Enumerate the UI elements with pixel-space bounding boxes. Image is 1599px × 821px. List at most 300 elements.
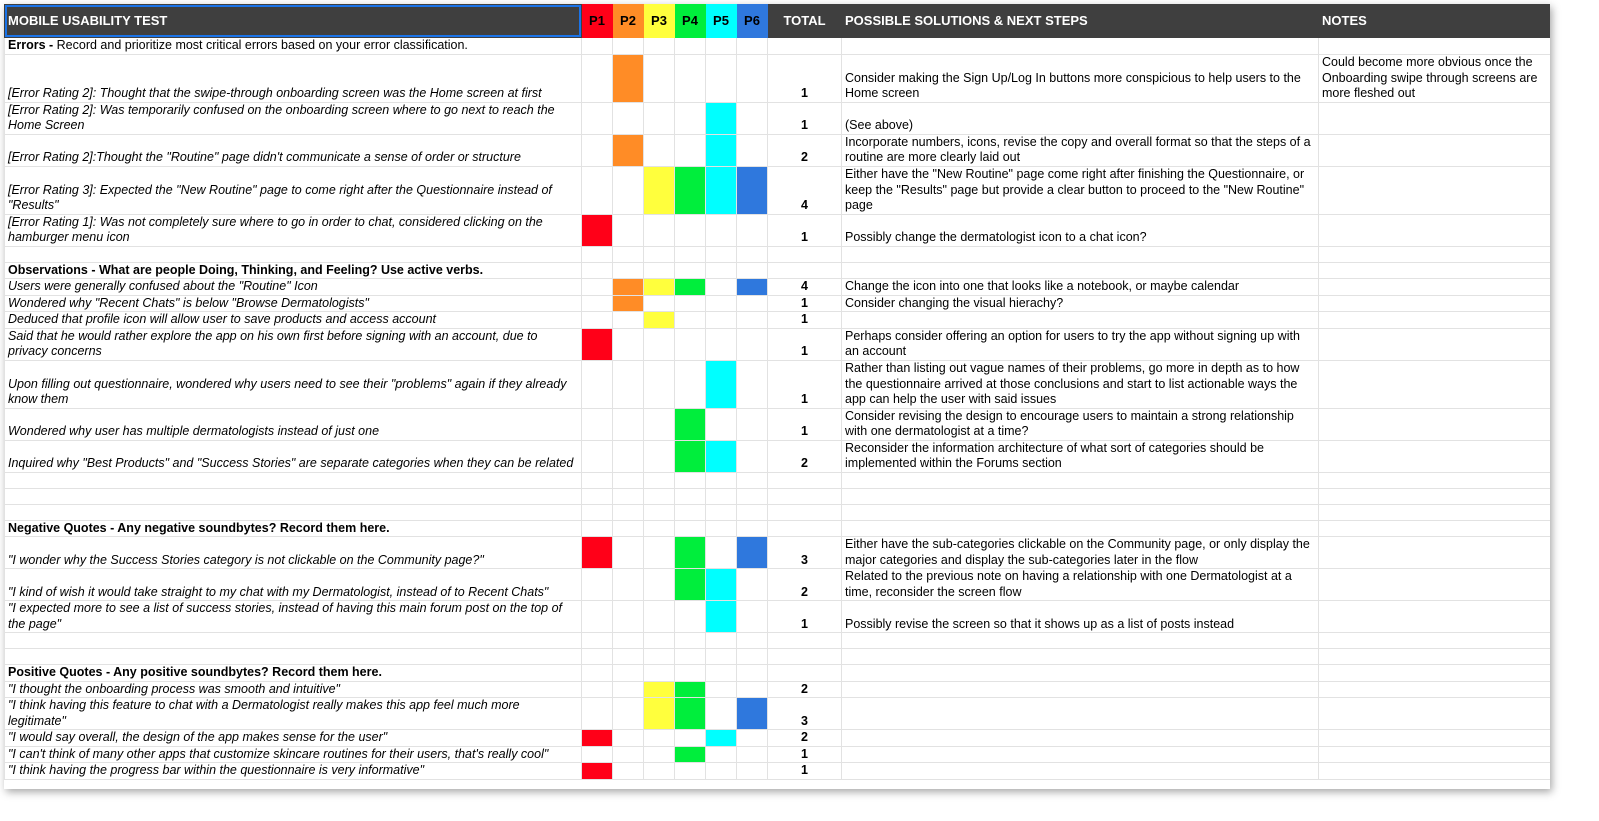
participant-cell-p2[interactable] xyxy=(613,54,644,102)
participant-cell-p6[interactable] xyxy=(737,102,768,134)
participant-cell-p2[interactable] xyxy=(613,633,644,649)
participant-cell-p5[interactable] xyxy=(706,537,737,569)
solution-cell[interactable]: Possibly change the dermatologist icon to a chat icon? xyxy=(842,214,1319,246)
participant-cell-p1[interactable] xyxy=(582,262,613,279)
note-cell[interactable] xyxy=(1319,328,1551,360)
participant-cell-p6[interactable] xyxy=(737,746,768,763)
header-total[interactable]: TOTAL xyxy=(768,5,842,38)
empty-cell[interactable] xyxy=(5,246,582,262)
participant-cell-p6[interactable] xyxy=(737,763,768,780)
total-cell[interactable]: 2 xyxy=(768,569,842,601)
participant-cell-p1[interactable] xyxy=(582,54,613,102)
note-cell[interactable] xyxy=(1319,665,1551,682)
participant-cell-p5[interactable] xyxy=(706,763,737,780)
solution-cell[interactable] xyxy=(842,262,1319,279)
participant-cell-p4[interactable] xyxy=(675,214,706,246)
note-cell[interactable] xyxy=(1319,360,1551,408)
solution-cell[interactable]: Incorporate numbers, icons, revise the copy and overall format so that the steps of a routine are more clearly laid out xyxy=(842,134,1319,166)
participant-cell-p1[interactable] xyxy=(582,440,613,472)
observation-cell[interactable]: Deduced that profile icon will allow user to save products and access account xyxy=(5,312,582,329)
participant-cell-p1[interactable] xyxy=(582,134,613,166)
total-cell[interactable]: 4 xyxy=(768,279,842,296)
solution-cell[interactable]: Consider revising the design to encourage users to maintain a strong relationship with one dermatologist at a time? xyxy=(842,408,1319,440)
observation-cell[interactable]: "I would say overall, the design of the app makes sense for the user" xyxy=(5,730,582,747)
solution-cell[interactable]: Related to the previous note on having a relationship with one Dermatologist at a time, reconsider the screen flow xyxy=(842,569,1319,601)
note-cell[interactable] xyxy=(1319,649,1551,665)
header-p6[interactable]: P6 xyxy=(737,5,768,38)
participant-cell-p6[interactable] xyxy=(737,537,768,569)
participant-cell-p4[interactable] xyxy=(675,569,706,601)
participant-cell-p1[interactable] xyxy=(582,763,613,780)
note-cell[interactable]: Could become more obvious once the Onboarding swipe through screens are more fleshed out xyxy=(1319,54,1551,102)
empty-cell[interactable] xyxy=(5,488,582,504)
total-cell[interactable] xyxy=(768,520,842,537)
note-cell[interactable] xyxy=(1319,730,1551,747)
participant-cell-p4[interactable] xyxy=(675,472,706,488)
participant-cell-p1[interactable] xyxy=(582,246,613,262)
total-cell[interactable]: 4 xyxy=(768,166,842,214)
participant-cell-p6[interactable] xyxy=(737,569,768,601)
participant-cell-p4[interactable] xyxy=(675,504,706,520)
participant-cell-p3[interactable] xyxy=(644,537,675,569)
solution-cell[interactable] xyxy=(842,472,1319,488)
participant-cell-p5[interactable] xyxy=(706,246,737,262)
note-cell[interactable] xyxy=(1319,488,1551,504)
note-cell[interactable] xyxy=(1319,569,1551,601)
participant-cell-p6[interactable] xyxy=(737,360,768,408)
participant-cell-p3[interactable] xyxy=(644,763,675,780)
solution-cell[interactable]: Rather than listing out vague names of their problems, go more in depth as to how the questionnaire arrived at those conclusions and start to list actionable ways the app can help the user with said issues xyxy=(842,360,1319,408)
header-p1[interactable]: P1 xyxy=(582,5,613,38)
participant-cell-p2[interactable] xyxy=(613,649,644,665)
observation-cell[interactable]: "I expected more to see a list of success stories, instead of having this main forum post on the top of the page" xyxy=(5,601,582,633)
header-title[interactable]: MOBILE USABILITY TEST xyxy=(5,5,582,38)
participant-cell-p5[interactable] xyxy=(706,681,737,698)
participant-cell-p4[interactable] xyxy=(675,279,706,296)
total-cell[interactable]: 3 xyxy=(768,537,842,569)
total-cell[interactable] xyxy=(768,38,842,55)
section-heading[interactable] xyxy=(5,262,582,279)
participant-cell-p2[interactable] xyxy=(613,214,644,246)
participant-cell-p4[interactable] xyxy=(675,408,706,440)
participant-cell-p3[interactable] xyxy=(644,520,675,537)
participant-cell-p5[interactable] xyxy=(706,214,737,246)
participant-cell-p4[interactable] xyxy=(675,681,706,698)
observation-cell[interactable]: [Error Rating 2]: Was temporarily confused on the onboarding screen where to go next to reach the Home Screen xyxy=(5,102,582,134)
participant-cell-p1[interactable] xyxy=(582,665,613,682)
participant-cell-p1[interactable] xyxy=(582,537,613,569)
participant-cell-p3[interactable] xyxy=(644,665,675,682)
participant-cell-p1[interactable] xyxy=(582,360,613,408)
participant-cell-p4[interactable] xyxy=(675,295,706,312)
note-cell[interactable] xyxy=(1319,681,1551,698)
participant-cell-p1[interactable] xyxy=(582,102,613,134)
empty-cell[interactable] xyxy=(5,472,582,488)
participant-cell-p4[interactable] xyxy=(675,746,706,763)
note-cell[interactable] xyxy=(1319,408,1551,440)
participant-cell-p4[interactable] xyxy=(675,601,706,633)
participant-cell-p1[interactable] xyxy=(582,681,613,698)
participant-cell-p1[interactable] xyxy=(582,328,613,360)
participant-cell-p4[interactable] xyxy=(675,520,706,537)
participant-cell-p6[interactable] xyxy=(737,633,768,649)
total-cell[interactable]: 1 xyxy=(768,746,842,763)
note-cell[interactable] xyxy=(1319,746,1551,763)
observation-cell[interactable]: "I wonder why the Success Stories category is not clickable on the Community page?" xyxy=(5,537,582,569)
section-heading[interactable] xyxy=(5,38,582,55)
participant-cell-p6[interactable] xyxy=(737,649,768,665)
participant-cell-p4[interactable] xyxy=(675,54,706,102)
participant-cell-p5[interactable] xyxy=(706,569,737,601)
participant-cell-p6[interactable] xyxy=(737,262,768,279)
participant-cell-p4[interactable] xyxy=(675,102,706,134)
note-cell[interactable] xyxy=(1319,38,1551,55)
participant-cell-p3[interactable] xyxy=(644,246,675,262)
participant-cell-p1[interactable] xyxy=(582,569,613,601)
participant-cell-p6[interactable] xyxy=(737,38,768,55)
solution-cell[interactable]: Consider changing the visual hierachy? xyxy=(842,295,1319,312)
participant-cell-p5[interactable] xyxy=(706,649,737,665)
header-p3[interactable]: P3 xyxy=(644,5,675,38)
participant-cell-p2[interactable] xyxy=(613,38,644,55)
participant-cell-p2[interactable] xyxy=(613,440,644,472)
total-cell[interactable]: 1 xyxy=(768,102,842,134)
solution-cell[interactable] xyxy=(842,698,1319,730)
solution-cell[interactable]: Possibly revise the screen so that it shows up as a list of posts instead xyxy=(842,601,1319,633)
note-cell[interactable] xyxy=(1319,504,1551,520)
participant-cell-p5[interactable] xyxy=(706,408,737,440)
participant-cell-p2[interactable] xyxy=(613,504,644,520)
participant-cell-p4[interactable] xyxy=(675,649,706,665)
participant-cell-p6[interactable] xyxy=(737,295,768,312)
empty-cell[interactable] xyxy=(5,649,582,665)
participant-cell-p3[interactable] xyxy=(644,38,675,55)
participant-cell-p4[interactable] xyxy=(675,665,706,682)
participant-cell-p3[interactable] xyxy=(644,698,675,730)
total-cell[interactable] xyxy=(768,649,842,665)
participant-cell-p3[interactable] xyxy=(644,408,675,440)
participant-cell-p4[interactable] xyxy=(675,698,706,730)
note-cell[interactable] xyxy=(1319,279,1551,296)
participant-cell-p3[interactable] xyxy=(644,279,675,296)
observation-cell[interactable]: "I thought the onboarding process was smooth and intuitive" xyxy=(5,681,582,698)
participant-cell-p3[interactable] xyxy=(644,649,675,665)
participant-cell-p2[interactable] xyxy=(613,295,644,312)
total-cell[interactable]: 2 xyxy=(768,730,842,747)
participant-cell-p2[interactable] xyxy=(613,312,644,329)
participant-cell-p4[interactable] xyxy=(675,488,706,504)
participant-cell-p6[interactable] xyxy=(737,54,768,102)
observation-cell[interactable]: Inquired why "Best Products" and "Success Stories" are separate categories when they can be related xyxy=(5,440,582,472)
participant-cell-p1[interactable] xyxy=(582,279,613,296)
observation-cell[interactable]: Upon filling out questionnaire, wondered why users need to see their "problems" again if they already know them xyxy=(5,360,582,408)
participant-cell-p4[interactable] xyxy=(675,633,706,649)
total-cell[interactable]: 1 xyxy=(768,601,842,633)
note-cell[interactable] xyxy=(1319,134,1551,166)
observation-cell[interactable]: Said that he would rather explore the app on his own first before signing with an account, due to privacy concerns xyxy=(5,328,582,360)
observation-cell[interactable]: "I kind of wish it would take straight to my chat with my Dermatologist, instead of to Recent Chats" xyxy=(5,569,582,601)
participant-cell-p5[interactable] xyxy=(706,295,737,312)
note-cell[interactable] xyxy=(1319,472,1551,488)
total-cell[interactable] xyxy=(768,472,842,488)
participant-cell-p2[interactable] xyxy=(613,665,644,682)
participant-cell-p3[interactable] xyxy=(644,328,675,360)
participant-cell-p3[interactable] xyxy=(644,633,675,649)
observation-cell[interactable]: Users were generally confused about the "Routine" Icon xyxy=(5,279,582,296)
note-cell[interactable] xyxy=(1319,698,1551,730)
empty-cell[interactable] xyxy=(5,504,582,520)
participant-cell-p6[interactable] xyxy=(737,166,768,214)
participant-cell-p5[interactable] xyxy=(706,102,737,134)
participant-cell-p1[interactable] xyxy=(582,38,613,55)
total-cell[interactable] xyxy=(768,246,842,262)
participant-cell-p4[interactable] xyxy=(675,312,706,329)
participant-cell-p3[interactable] xyxy=(644,488,675,504)
participant-cell-p4[interactable] xyxy=(675,763,706,780)
participant-cell-p2[interactable] xyxy=(613,601,644,633)
participant-cell-p4[interactable] xyxy=(675,262,706,279)
participant-cell-p3[interactable] xyxy=(644,601,675,633)
participant-cell-p4[interactable] xyxy=(675,730,706,747)
participant-cell-p6[interactable] xyxy=(737,730,768,747)
solution-cell[interactable] xyxy=(842,665,1319,682)
note-cell[interactable] xyxy=(1319,214,1551,246)
participant-cell-p6[interactable] xyxy=(737,601,768,633)
participant-cell-p5[interactable] xyxy=(706,698,737,730)
solution-cell[interactable] xyxy=(842,746,1319,763)
participant-cell-p1[interactable] xyxy=(582,698,613,730)
note-cell[interactable] xyxy=(1319,166,1551,214)
observation-cell[interactable]: [Error Rating 2]:Thought the "Routine" page didn't communicate a sense of order or structure xyxy=(5,134,582,166)
solution-cell[interactable]: Either have the "New Routine" page come right after finishing the Questionnaire, or keep the "Results" page but provide a clear button to proceed to the "New Routine" page xyxy=(842,166,1319,214)
participant-cell-p6[interactable] xyxy=(737,328,768,360)
participant-cell-p1[interactable] xyxy=(582,488,613,504)
participant-cell-p5[interactable] xyxy=(706,328,737,360)
participant-cell-p6[interactable] xyxy=(737,520,768,537)
solution-cell[interactable] xyxy=(842,246,1319,262)
total-cell[interactable]: 3 xyxy=(768,698,842,730)
participant-cell-p6[interactable] xyxy=(737,472,768,488)
participant-cell-p3[interactable] xyxy=(644,134,675,166)
participant-cell-p2[interactable] xyxy=(613,763,644,780)
solution-cell[interactable] xyxy=(842,504,1319,520)
participant-cell-p3[interactable] xyxy=(644,166,675,214)
participant-cell-p6[interactable] xyxy=(737,134,768,166)
participant-cell-p3[interactable] xyxy=(644,102,675,134)
participant-cell-p2[interactable] xyxy=(613,681,644,698)
participant-cell-p5[interactable] xyxy=(706,488,737,504)
solution-cell[interactable]: (See above) xyxy=(842,102,1319,134)
participant-cell-p2[interactable] xyxy=(613,360,644,408)
participant-cell-p2[interactable] xyxy=(613,520,644,537)
participant-cell-p1[interactable] xyxy=(582,166,613,214)
participant-cell-p5[interactable] xyxy=(706,746,737,763)
observation-cell[interactable]: Wondered why "Recent Chats" is below "Browse Dermatologists" xyxy=(5,295,582,312)
solution-cell[interactable] xyxy=(842,633,1319,649)
solution-cell[interactable]: Perhaps consider offering an option for users to try the app without signing up with an account xyxy=(842,328,1319,360)
participant-cell-p6[interactable] xyxy=(737,440,768,472)
participant-cell-p1[interactable] xyxy=(582,295,613,312)
header-p5[interactable]: P5 xyxy=(706,5,737,38)
participant-cell-p1[interactable] xyxy=(582,312,613,329)
total-cell[interactable] xyxy=(768,633,842,649)
participant-cell-p5[interactable] xyxy=(706,166,737,214)
participant-cell-p4[interactable] xyxy=(675,328,706,360)
header-p2[interactable]: P2 xyxy=(613,5,644,38)
participant-cell-p1[interactable] xyxy=(582,504,613,520)
solution-cell[interactable]: Consider making the Sign Up/Log In buttons more conspicious to help users to the Home screen xyxy=(842,54,1319,102)
participant-cell-p3[interactable] xyxy=(644,730,675,747)
participant-cell-p6[interactable] xyxy=(737,681,768,698)
participant-cell-p3[interactable] xyxy=(644,746,675,763)
solution-cell[interactable] xyxy=(842,312,1319,329)
observation-cell[interactable]: "I can't think of many other apps that customize skincare routines for their users, that's really cool" xyxy=(5,746,582,763)
note-cell[interactable] xyxy=(1319,102,1551,134)
observation-cell[interactable]: [Error Rating 2]: Thought that the swipe-through onboarding screen was the Home screen at first xyxy=(5,54,582,102)
participant-cell-p5[interactable] xyxy=(706,38,737,55)
participant-cell-p1[interactable] xyxy=(582,520,613,537)
participant-cell-p6[interactable] xyxy=(737,408,768,440)
participant-cell-p4[interactable] xyxy=(675,440,706,472)
participant-cell-p1[interactable] xyxy=(582,649,613,665)
participant-cell-p1[interactable] xyxy=(582,408,613,440)
participant-cell-p2[interactable] xyxy=(613,279,644,296)
participant-cell-p3[interactable] xyxy=(644,472,675,488)
participant-cell-p2[interactable] xyxy=(613,730,644,747)
participant-cell-p6[interactable] xyxy=(737,312,768,329)
participant-cell-p3[interactable] xyxy=(644,214,675,246)
participant-cell-p4[interactable] xyxy=(675,38,706,55)
solution-cell[interactable]: Reconsider the information architecture of what sort of categories should be implemented within the Forums section xyxy=(842,440,1319,472)
observation-cell[interactable]: "I think having this feature to chat with a Dermatologist really makes this app feel much more legitimate" xyxy=(5,698,582,730)
solution-cell[interactable] xyxy=(842,763,1319,780)
total-cell[interactable] xyxy=(768,488,842,504)
participant-cell-p5[interactable] xyxy=(706,601,737,633)
participant-cell-p1[interactable] xyxy=(582,746,613,763)
participant-cell-p2[interactable] xyxy=(613,328,644,360)
section-heading[interactable] xyxy=(5,665,582,682)
total-cell[interactable]: 1 xyxy=(768,328,842,360)
participant-cell-p3[interactable] xyxy=(644,504,675,520)
total-cell[interactable]: 2 xyxy=(768,440,842,472)
header-p4[interactable]: P4 xyxy=(675,5,706,38)
participant-cell-p6[interactable] xyxy=(737,665,768,682)
participant-cell-p3[interactable] xyxy=(644,681,675,698)
note-cell[interactable] xyxy=(1319,520,1551,537)
note-cell[interactable] xyxy=(1319,601,1551,633)
participant-cell-p5[interactable] xyxy=(706,730,737,747)
participant-cell-p5[interactable] xyxy=(706,360,737,408)
participant-cell-p3[interactable] xyxy=(644,295,675,312)
total-cell[interactable]: 1 xyxy=(768,214,842,246)
note-cell[interactable] xyxy=(1319,262,1551,279)
participant-cell-p4[interactable] xyxy=(675,360,706,408)
participant-cell-p5[interactable] xyxy=(706,262,737,279)
note-cell[interactable] xyxy=(1319,633,1551,649)
participant-cell-p5[interactable] xyxy=(706,279,737,296)
observation-cell[interactable]: Wondered why user has multiple dermatologists instead of just one xyxy=(5,408,582,440)
participant-cell-p1[interactable] xyxy=(582,214,613,246)
solution-cell[interactable] xyxy=(842,681,1319,698)
solution-cell[interactable] xyxy=(842,649,1319,665)
participant-cell-p5[interactable] xyxy=(706,665,737,682)
participant-cell-p2[interactable] xyxy=(613,102,644,134)
participant-cell-p1[interactable] xyxy=(582,601,613,633)
total-cell[interactable] xyxy=(768,262,842,279)
participant-cell-p2[interactable] xyxy=(613,472,644,488)
participant-cell-p4[interactable] xyxy=(675,246,706,262)
participant-cell-p5[interactable] xyxy=(706,633,737,649)
participant-cell-p6[interactable] xyxy=(737,246,768,262)
participant-cell-p2[interactable] xyxy=(613,537,644,569)
participant-cell-p3[interactable] xyxy=(644,262,675,279)
participant-cell-p2[interactable] xyxy=(613,166,644,214)
observation-cell[interactable]: [Error Rating 1]: Was not completely sure where to go in order to chat, considered clicking on the hamburger menu icon xyxy=(5,214,582,246)
participant-cell-p1[interactable] xyxy=(582,730,613,747)
observation-cell[interactable]: "I think having the progress bar within the questionnaire is very informative" xyxy=(5,763,582,780)
total-cell[interactable]: 1 xyxy=(768,295,842,312)
participant-cell-p2[interactable] xyxy=(613,746,644,763)
participant-cell-p5[interactable] xyxy=(706,440,737,472)
participant-cell-p6[interactable] xyxy=(737,488,768,504)
total-cell[interactable]: 2 xyxy=(768,134,842,166)
total-cell[interactable]: 1 xyxy=(768,312,842,329)
solution-cell[interactable] xyxy=(842,38,1319,55)
participant-cell-p3[interactable] xyxy=(644,312,675,329)
solution-cell[interactable]: Change the icon into one that looks like a notebook, or maybe calendar xyxy=(842,279,1319,296)
section-heading[interactable] xyxy=(5,520,582,537)
participant-cell-p5[interactable] xyxy=(706,520,737,537)
observation-cell[interactable]: [Error Rating 3]: Expected the "New Routine" page to come right after the Questionnaire instead of "Results" xyxy=(5,166,582,214)
participant-cell-p2[interactable] xyxy=(613,408,644,440)
participant-cell-p4[interactable] xyxy=(675,537,706,569)
participant-cell-p2[interactable] xyxy=(613,262,644,279)
participant-cell-p6[interactable] xyxy=(737,214,768,246)
participant-cell-p5[interactable] xyxy=(706,312,737,329)
participant-cell-p1[interactable] xyxy=(582,633,613,649)
note-cell[interactable] xyxy=(1319,295,1551,312)
participant-cell-p4[interactable] xyxy=(675,134,706,166)
note-cell[interactable] xyxy=(1319,763,1551,780)
note-cell[interactable] xyxy=(1319,312,1551,329)
empty-cell[interactable] xyxy=(5,633,582,649)
participant-cell-p2[interactable] xyxy=(613,569,644,601)
participant-cell-p6[interactable] xyxy=(737,279,768,296)
participant-cell-p3[interactable] xyxy=(644,54,675,102)
participant-cell-p2[interactable] xyxy=(613,698,644,730)
participant-cell-p2[interactable] xyxy=(613,488,644,504)
participant-cell-p3[interactable] xyxy=(644,569,675,601)
participant-cell-p3[interactable] xyxy=(644,360,675,408)
total-cell[interactable]: 2 xyxy=(768,681,842,698)
participant-cell-p5[interactable] xyxy=(706,134,737,166)
total-cell[interactable] xyxy=(768,665,842,682)
participant-cell-p5[interactable] xyxy=(706,472,737,488)
total-cell[interactable]: 1 xyxy=(768,54,842,102)
participant-cell-p2[interactable] xyxy=(613,134,644,166)
total-cell[interactable]: 1 xyxy=(768,360,842,408)
total-cell[interactable]: 1 xyxy=(768,408,842,440)
solution-cell[interactable] xyxy=(842,488,1319,504)
participant-cell-p5[interactable] xyxy=(706,504,737,520)
note-cell[interactable] xyxy=(1319,246,1551,262)
participant-cell-p2[interactable] xyxy=(613,246,644,262)
participant-cell-p4[interactable] xyxy=(675,166,706,214)
participant-cell-p5[interactable] xyxy=(706,54,737,102)
solution-cell[interactable]: Either have the sub-categories clickable on the Community page, or only display the major categories and display the sub-categories later in the flow xyxy=(842,537,1319,569)
header-notes[interactable]: NOTES xyxy=(1319,5,1551,38)
solution-cell[interactable] xyxy=(842,730,1319,747)
